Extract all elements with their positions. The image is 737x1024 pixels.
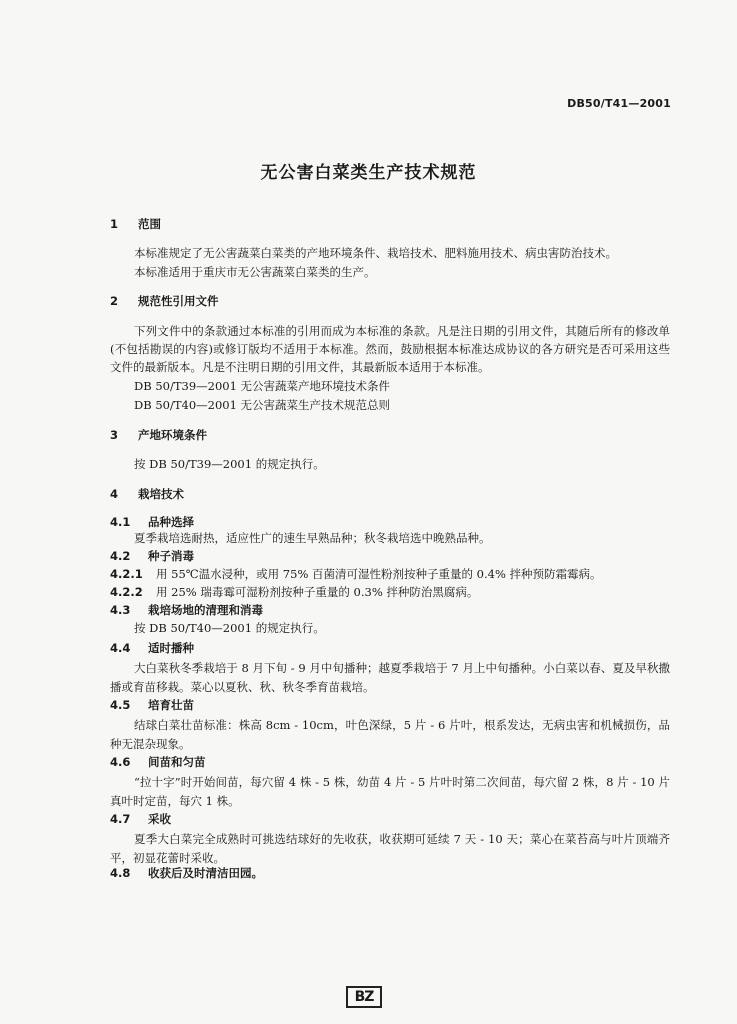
subsection-paragraph: 夏季栽培选耐热，适应性广的速生早熟品种；秋冬栽培选中晚熟品种。 bbox=[134, 531, 491, 545]
subsection-heading: 4.6 间苗和匀苗 bbox=[110, 755, 206, 769]
subsection-heading: 4.8 收获后及时清洁田园。 bbox=[110, 866, 263, 880]
section-3-heading: 3 产地环境条件 bbox=[110, 428, 207, 442]
subsection-heading: 4.2 种子消毒 bbox=[110, 549, 194, 563]
subsection-paragraph: 大白菜秋冬季栽培于 8 月下旬 - 9 月中旬播种；越夏季栽培于 7 月上中旬播种。小白菜以春、夏及早秋撒播或育苗移栽。菜心以夏秋、秋、秋冬季育苗栽培。 bbox=[110, 661, 670, 694]
section-2-heading: 2 规范性引用文件 bbox=[110, 294, 219, 308]
reference-item: DB 50/T40—2001 无公害蔬菜生产技术规范总则 bbox=[134, 398, 391, 412]
subsection-heading: 4.4 适时播种 bbox=[110, 641, 194, 655]
clause-item: 4.2.1 用 55℃温水浸种，或用 75% 百菌清可湿性粉剂按种子重量的 0.4% 拌种预防霜霉病。 bbox=[110, 567, 602, 581]
section-1-heading: 1 范围 bbox=[110, 217, 161, 231]
subsection-paragraph: 夏季大白菜完全成熟时可挑选结球好的先收获，收获期可延续 7 天 - 10 天；菜心在菜苔高与叶片顶端齐平，初显花蕾时采收。 bbox=[110, 832, 670, 865]
subsection-paragraph: “拉十字”时开始间苗，每穴留 4 株 - 5 株，幼苗 4 片 - 5 片叶时第二次间苗，每穴留 2 株，8 片 - 10 片真叶时定苗，每穴 1 株。 bbox=[110, 775, 670, 808]
subsection-paragraph: 结球白菜壮苗标准：株高 8cm - 10cm，叶色深绿，5 片 - 6 片叶，根系发达，无病虫害和机械损伤，品种无混杂现象。 bbox=[110, 718, 670, 751]
subsection-heading: 4.1 品种选择 bbox=[110, 515, 194, 529]
section-2-paragraph: 下列文件中的条款通过本标准的引用而成为本标准的条款。凡是注日期的引用文件，其随后所有的修改单(不包括勘误的内容)或修订版均不适用于本标准。然而，鼓励根据本标准达成协议的各方研究是否可采用这些文件的最新版本。凡是不注明日期的引用文件，其最新版本适用于本标准。 bbox=[110, 324, 670, 374]
reference-item: DB 50/T39—2001 无公害蔬菜产地环境技术条件 bbox=[134, 379, 391, 393]
standard-code: DB50/T41—2001 bbox=[567, 97, 671, 110]
publisher-logo: BZ bbox=[346, 986, 382, 1008]
section-1-paragraph: 本标准适用于重庆市无公害蔬菜白菜类的生产。 bbox=[134, 265, 376, 279]
section-3-paragraph: 按 DB 50/T39—2001 的规定执行。 bbox=[134, 457, 325, 471]
clause-item: 4.2.2 用 25% 瑞毒霉可湿粉剂按种子重量的 0.3% 拌种防治黑腐病。 bbox=[110, 585, 479, 599]
subsection-heading: 4.3 栽培场地的清理和消毒 bbox=[110, 603, 263, 617]
section-4-heading: 4 栽培技术 bbox=[110, 487, 184, 501]
subsection-paragraph: 按 DB 50/T40—2001 的规定执行。 bbox=[134, 621, 325, 635]
page-title: 无公害白菜类生产技术规范 bbox=[260, 163, 477, 183]
subsection-heading: 4.5 培育壮苗 bbox=[110, 698, 194, 712]
subsection-heading: 4.7 采收 bbox=[110, 812, 171, 826]
section-1-paragraph: 本标准规定了无公害蔬菜白菜类的产地环境条件、栽培技术、肥料施用技术、病虫害防治技术。 bbox=[134, 246, 617, 260]
